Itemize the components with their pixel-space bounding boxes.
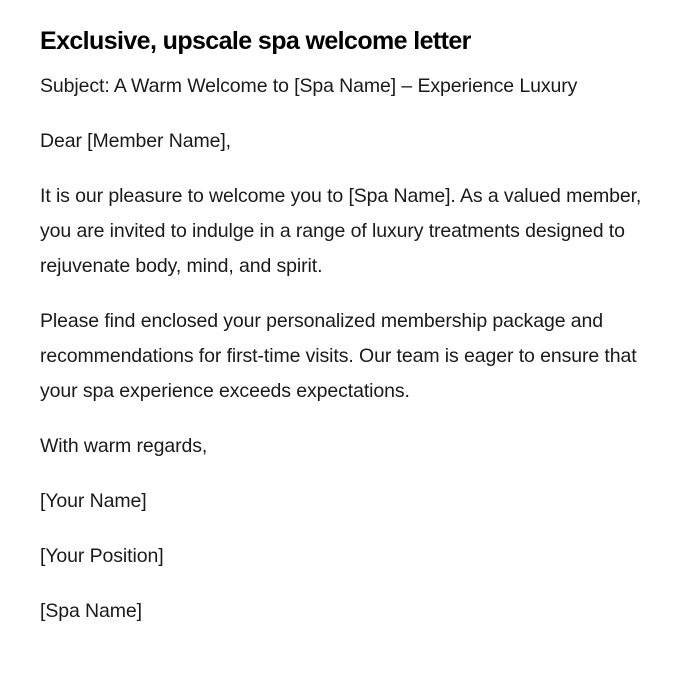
signature-name: [Your Name] xyxy=(40,490,147,512)
subject-line: Subject: A Warm Welcome to [Spa Name] – Experience Luxury xyxy=(40,75,578,97)
document-title: Exclusive, upscale spa welcome letter xyxy=(40,27,471,55)
body-paragraph-2: Please find enclosed your personalized membership package and recommendations for first-time visits. Our team is eager to ensure that your spa experience exceeds expectations. xyxy=(40,310,637,402)
salutation: Dear [Member Name], xyxy=(40,130,231,152)
closing: With warm regards, xyxy=(40,435,208,457)
signature-position: [Your Position] xyxy=(40,545,164,567)
signature-spa: [Spa Name] xyxy=(40,600,142,622)
body-paragraph-1: It is our pleasure to welcome you to [Spa Name]. As a valued member, you are invited to indulge in a range of luxury treatments designed to rejuvenate body, mind, and spirit. xyxy=(40,185,642,277)
